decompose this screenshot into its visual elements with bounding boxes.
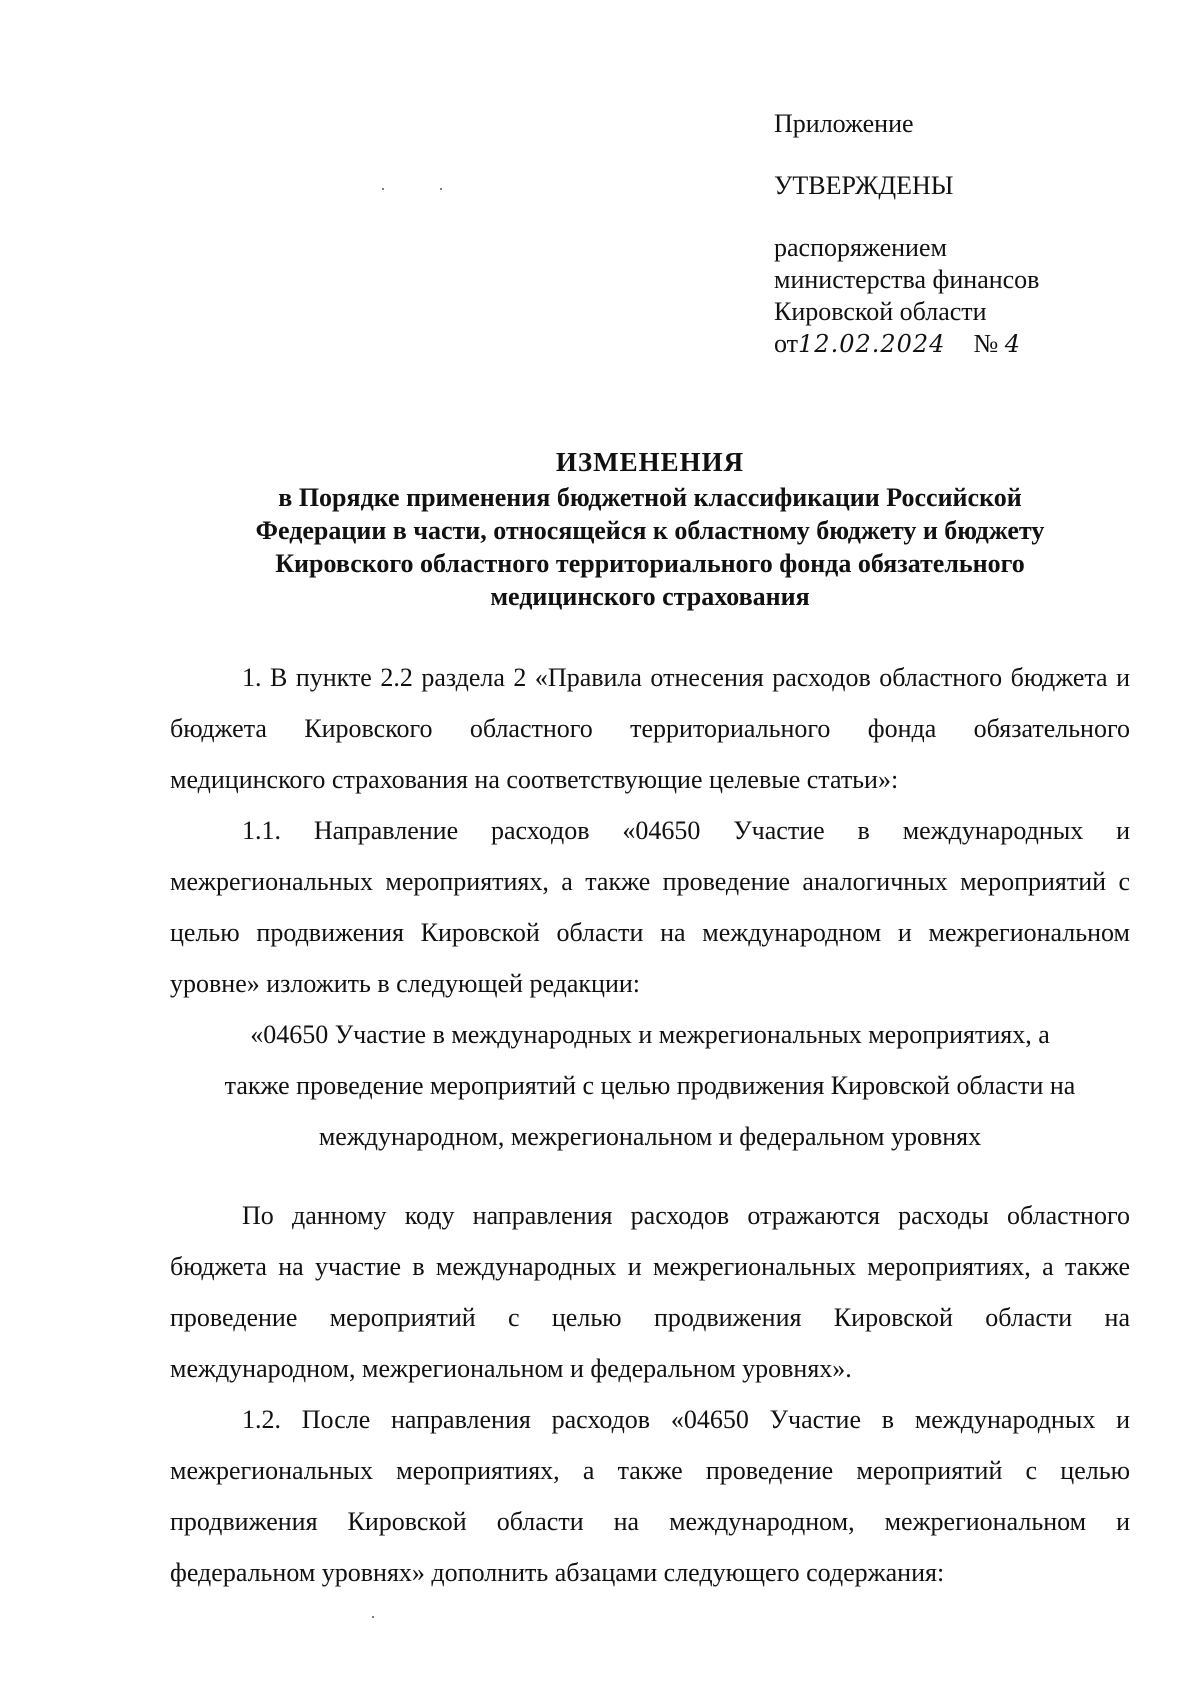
paragraph-1: 1. В пункте 2.2 раздела 2 «Правила отнесения расходов областного бюджета и бюджета Кировского областного территориального фонда обязательного медицинского страхования на соответствующие целевые статьи»:: [170, 663, 1130, 794]
paragraph-code-description: По данному коду направления расходов отражаются расходы областного бюджета на участие в международных и межрегиональных мероприятиях, а также проведение мероприятий с целью продвижения Кировской области на международном, межрегиональном и федеральном уровнях».: [170, 1201, 1130, 1383]
title-heading: ИЗМЕНЕНИЯ: [555, 447, 745, 477]
order-line-3: Кировской области: [774, 297, 987, 326]
handwritten-number: 4: [1004, 330, 1022, 358]
title-line-1: в Порядке применения бюджетной классификации Российской: [278, 483, 1022, 512]
handwritten-date: 12.02.2024: [798, 330, 946, 358]
scan-speck: [440, 188, 442, 190]
scan-speck: [372, 1616, 374, 1618]
order-date-line: [774, 328, 1039, 360]
approved-label: УТВЕРЖДЕНЫ: [774, 171, 954, 200]
order-line-2: министерства финансов: [774, 265, 1040, 294]
title-line-2: Федерации в части, относящейся к областному бюджету и бюджету: [255, 516, 1045, 545]
scan-speck: [382, 188, 384, 190]
title-line-3: Кировского областного территориального фонда обязательного: [275, 549, 1025, 578]
order-line-1: распоряжением: [774, 233, 947, 262]
date-prefix: от: [774, 329, 799, 358]
number-prefix: №: [973, 329, 999, 358]
appendix-label: Приложение: [774, 109, 914, 138]
paragraph-1-2: 1.2. После направления расходов «04650 Участие в международных и межрегиональных мероприятиях, а также проведение мероприятий с целью продвижения Кировской области на международном, межрегиональном и федеральном уровнях» дополнить абзацами следующего содержания:: [170, 1405, 1130, 1587]
quote-line-3: международном, межрегиональном и федеральном уровнях: [318, 1122, 982, 1151]
quote-line-2: также проведение мероприятий с целью продвижения Кировской области на: [224, 1071, 1076, 1100]
paragraph-1-1: 1.1. Направление расходов «04650 Участие в международных и межрегиональных мероприятиях, а также проведение аналогичных мероприятий с целью продвижения Кировской области на международном и межрегиональном уровне» изложить в следующей редакции:: [170, 816, 1130, 998]
approval-block: [774, 108, 1039, 360]
title-line-4: медицинского страхования: [490, 582, 810, 611]
document-body: [170, 652, 1130, 1598]
spacer: [170, 1162, 1130, 1190]
quote-line-1: «04650 Участие в международных и межрегиональных мероприятиях, а: [250, 1020, 1050, 1049]
document-title: [160, 446, 1140, 613]
